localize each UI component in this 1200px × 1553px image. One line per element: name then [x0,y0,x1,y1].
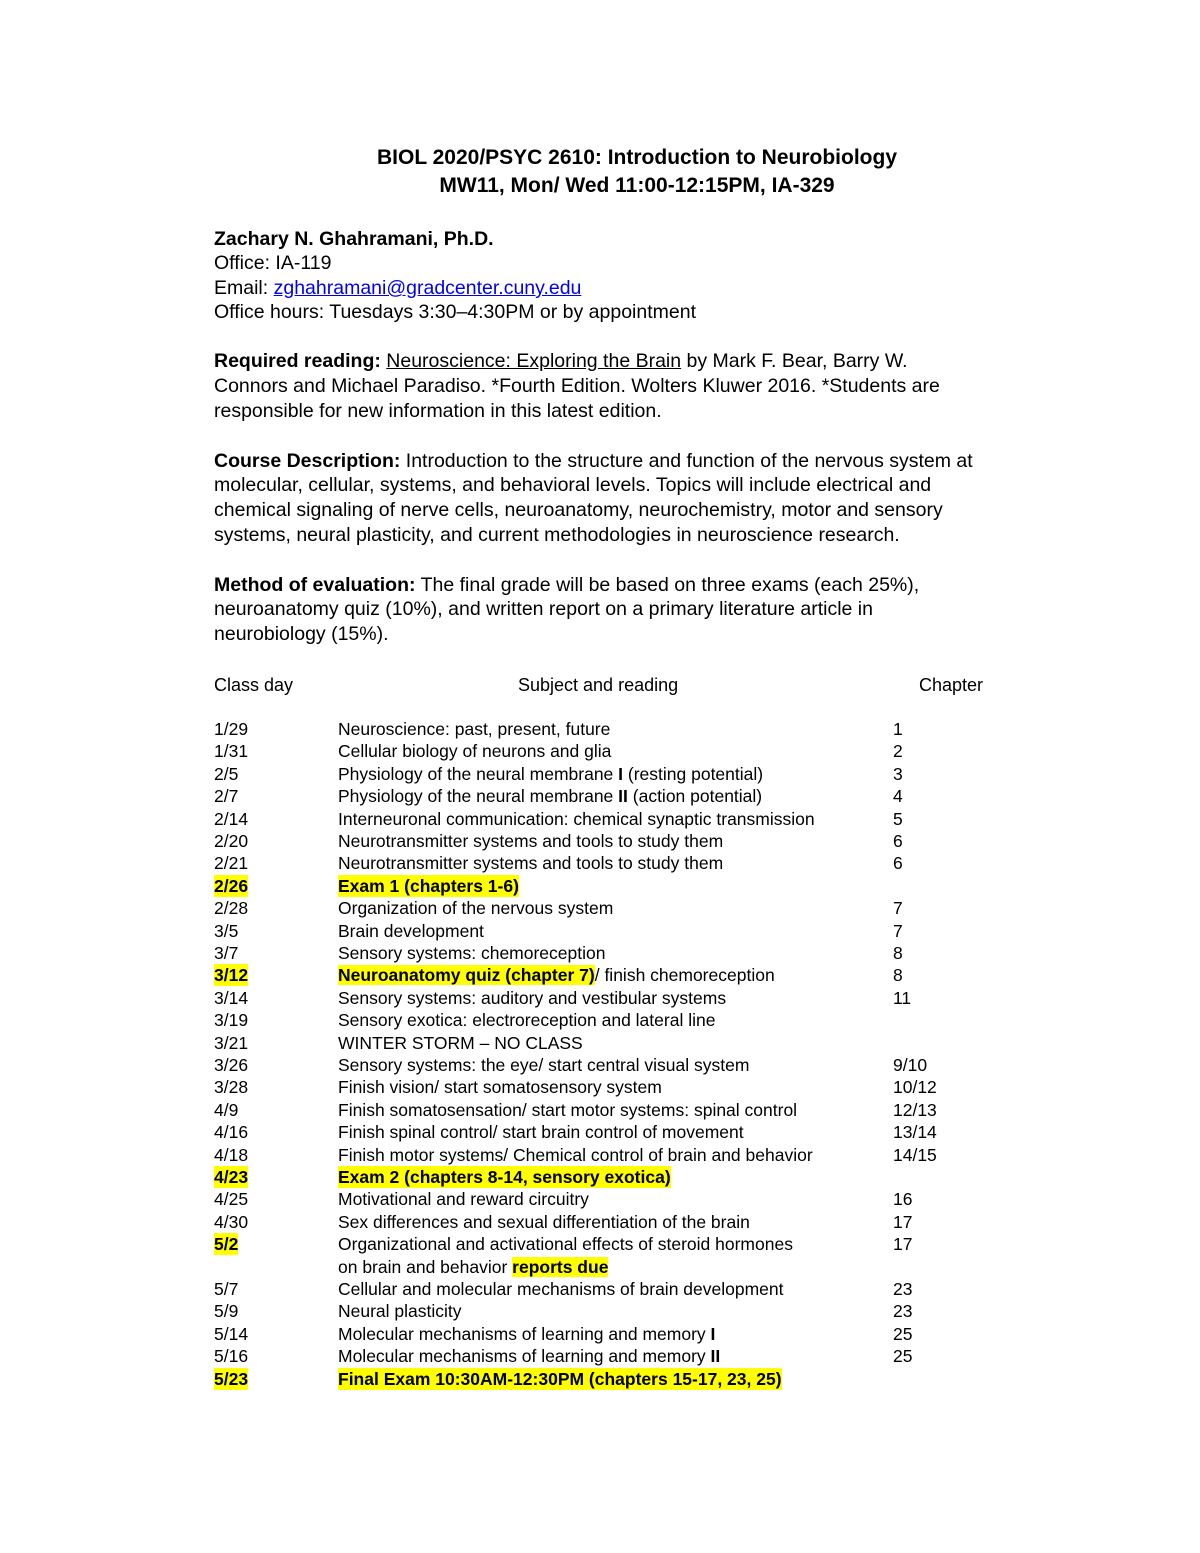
row-subject: Neurotransmitter systems and tools to study them [338,831,724,851]
row-day: 2/26 [214,875,249,896]
row-chapter: 17 [893,1211,913,1232]
row-day: 4/30 [214,1211,249,1232]
row-chapter: 1 [893,719,903,739]
row-day: 3/21 [214,1032,249,1053]
row-subject: Sensory systems: the eye/ start central visual system [338,1055,750,1075]
row-day: 3/5 [214,920,239,941]
row-chapter: 12/13 [893,1099,937,1120]
reading-text: by Mark F. Bear, Barry W. [681,350,908,372]
row-subject: Neuroanatomy quiz (chapter 7)/ finish chemoreception [338,965,775,986]
row-subject: Molecular mechanisms of learning and memory II [338,1346,721,1367]
row-subject: Neurotransmitter systems and tools to study them [338,853,724,874]
evaluation-text: neuroanatomy quiz (10%), and written report on a primary literature article in [214,598,873,620]
row-subject: Finish motor systems/ Chemical control of brain and behavior [338,1144,813,1165]
email-line [214,276,581,301]
row-day: 4/9 [214,1099,239,1120]
row-day: 2/28 [214,898,249,919]
row-day: 2/14 [214,808,249,829]
row-day: 2/20 [214,831,249,851]
table-row [0,920,1200,942]
row-chapter: 3 [893,763,903,784]
row-day: 2/7 [214,786,239,807]
row-chapter: 8 [893,943,903,963]
row-chapter: 13/14 [893,1122,937,1143]
table-row [0,1121,1200,1143]
row-subject: Finish vision/ start somatosensory system [338,1077,662,1098]
table-row [0,1233,1200,1255]
row-subject: Cellular and molecular mechanisms of brain development [338,1279,784,1299]
reading-text: responsible for new information in this latest edition. [214,400,662,422]
description-text: chemical signaling of nerve cells, neuroanatomy, neurochemistry, motor and sensory [214,499,943,521]
row-day: 5/14 [214,1323,249,1344]
row-subject: Finish spinal control/ start brain control of movement [338,1122,744,1143]
row-day: 1/29 [214,719,249,739]
table-row [0,1323,1200,1345]
row-subject: Organization of the nervous system [338,898,614,919]
row-subject: Neuroscience: past, present, future [338,719,611,739]
course-title: BIOL 2020/PSYC 2610: Introduction to Neurobiology [376,146,898,169]
row-day: 5/23 [214,1368,249,1389]
table-row [0,1032,1200,1054]
row-day: 5/2 [214,1234,239,1255]
course-description-label: Course Description: [214,450,401,472]
row-day: 2/5 [214,763,239,784]
course-schedule: MW11, Mon/ Wed 11:00-12:15PM, IA-329 [439,174,835,197]
row-subject: Sex differences and sexual differentiation of the brain [338,1211,750,1232]
row-subject: Finish somatosensation/ start motor systems: spinal control [338,1099,798,1120]
method-of-evaluation [214,573,919,598]
table-row-exam [0,875,1200,897]
row-day: 3/28 [214,1077,249,1098]
table-row-exam [0,1368,1200,1390]
row-subject: Physiology of the neural membrane I (resting potential) [338,763,764,784]
row-chapter: 4 [893,786,903,807]
row-subject: Exam 2 (chapters 8-14, sensory exotica) [338,1167,671,1187]
row-chapter: 11 [893,987,912,1008]
row-subject: Exam 1 (chapters 1-6) [338,875,519,896]
row-day: 3/7 [214,943,239,963]
row-subject: Brain development [338,920,484,941]
table-row [0,1009,1200,1031]
table-row [0,1076,1200,1098]
table-row-exam [0,1166,1200,1188]
row-day: 3/19 [214,1010,249,1031]
row-subject: Sensory systems: chemoreception [338,943,606,963]
row-day: 5/7 [214,1279,239,1299]
header-subject: Subject and reading [518,675,679,695]
textbook-title: Neuroscience: Exploring the Brain [386,350,682,372]
table-row [0,897,1200,919]
row-subject: Sensory exotica: electroreception and lateral line [338,1010,716,1031]
email-link[interactable]: zghahramani@gradcenter.cuny.edu [273,277,582,299]
description-text: systems, neural plasticity, and current methodologies in neuroscience research. [214,524,900,546]
row-day: 4/25 [214,1189,249,1210]
row-chapter: 14/15 [893,1144,937,1165]
row-day: 3/12 [214,965,249,986]
row-subject: Cellular biology of neurons and glia [338,741,612,762]
row-chapter: 23 [893,1301,913,1322]
row-subject: WINTER STORM – NO CLASS [338,1032,583,1053]
row-day: 3/26 [214,1055,249,1075]
table-row-continuation [0,1256,1200,1278]
row-day: 2/21 [214,853,249,874]
description-text: Introduction to the structure and function of the nervous system at [400,450,973,472]
row-chapter: 5 [893,808,903,829]
table-row [0,1278,1200,1300]
table-row [0,1211,1200,1233]
table-row [0,1099,1200,1121]
course-description [214,449,973,474]
row-subject: Organizational and activational effects of steroid hormones [338,1234,793,1255]
office-hours: Office hours: Tuesdays 3:30–4:30PM or by appointment [214,301,697,323]
table-row [0,987,1200,1009]
table-row [0,763,1200,785]
row-day: 5/16 [214,1346,249,1367]
row-chapter: 16 [893,1189,913,1210]
row-chapter: 17 [893,1234,913,1255]
evaluation-label: Method of evaluation: [214,574,416,596]
table-row [0,740,1200,762]
table-row [0,1345,1200,1367]
evaluation-text: The final grade will be based on three exams (each 25%), [415,574,920,596]
description-text: molecular, cellular, systems, and behavioral levels. Topics will include electrical and [214,474,932,496]
row-subject: Final Exam 10:30AM-12:30PM (chapters 15-17, 23, 25) [338,1368,782,1389]
row-subject: Interneuronal communication: chemical synaptic transmission [338,808,815,829]
table-row [0,830,1200,852]
office-location: Office: IA-119 [214,252,332,274]
table-row [0,852,1200,874]
instructor-name: Zachary N. Ghahramani, Ph.D. [214,228,494,250]
row-subject: Motivational and reward circuitry [338,1189,589,1210]
row-subject: Neural plasticity [338,1301,462,1322]
row-chapter: 10/12 [893,1077,937,1098]
row-day: 4/16 [214,1122,249,1143]
table-row [0,1054,1200,1076]
header-chapter: Chapter [919,675,984,695]
row-day: 5/9 [214,1301,239,1322]
required-reading-label: Required reading: [214,350,381,372]
row-chapter: 7 [893,920,903,941]
row-chapter: 8 [893,965,903,986]
row-subject: Sensory systems: auditory and vestibular systems [338,987,727,1008]
row-subject: on brain and behavior reports due [338,1256,609,1277]
table-row [0,942,1200,964]
row-subject: Physiology of the neural membrane II (action potential) [338,786,763,807]
row-chapter: 9/10 [893,1055,928,1075]
row-day: 4/23 [214,1167,249,1187]
row-chapter: 6 [893,853,903,874]
table-row [0,1300,1200,1322]
row-chapter: 25 [893,1346,913,1367]
table-row [0,1188,1200,1210]
table-row [0,808,1200,830]
row-chapter: 23 [893,1279,913,1299]
row-day: 4/18 [214,1144,249,1165]
reading-text: Connors and Michael Paradiso. *Fourth Edition. Wolters Kluwer 2016. *Students are [214,375,940,397]
table-row [0,718,1200,740]
evaluation-text: neurobiology (15%). [214,623,389,645]
required-reading [214,349,908,374]
row-subject: Molecular mechanisms of learning and memory I [338,1323,716,1344]
table-row-quiz [0,964,1200,986]
email-label: Email: [214,277,274,299]
row-day: 1/31 [214,741,249,762]
table-row [0,785,1200,807]
header-class-day: Class day [214,675,294,695]
row-chapter: 6 [893,831,903,851]
row-day: 3/14 [214,987,249,1008]
row-chapter: 2 [893,741,903,762]
row-chapter: 25 [893,1323,913,1344]
row-chapter: 7 [893,898,903,919]
table-row [0,1144,1200,1166]
